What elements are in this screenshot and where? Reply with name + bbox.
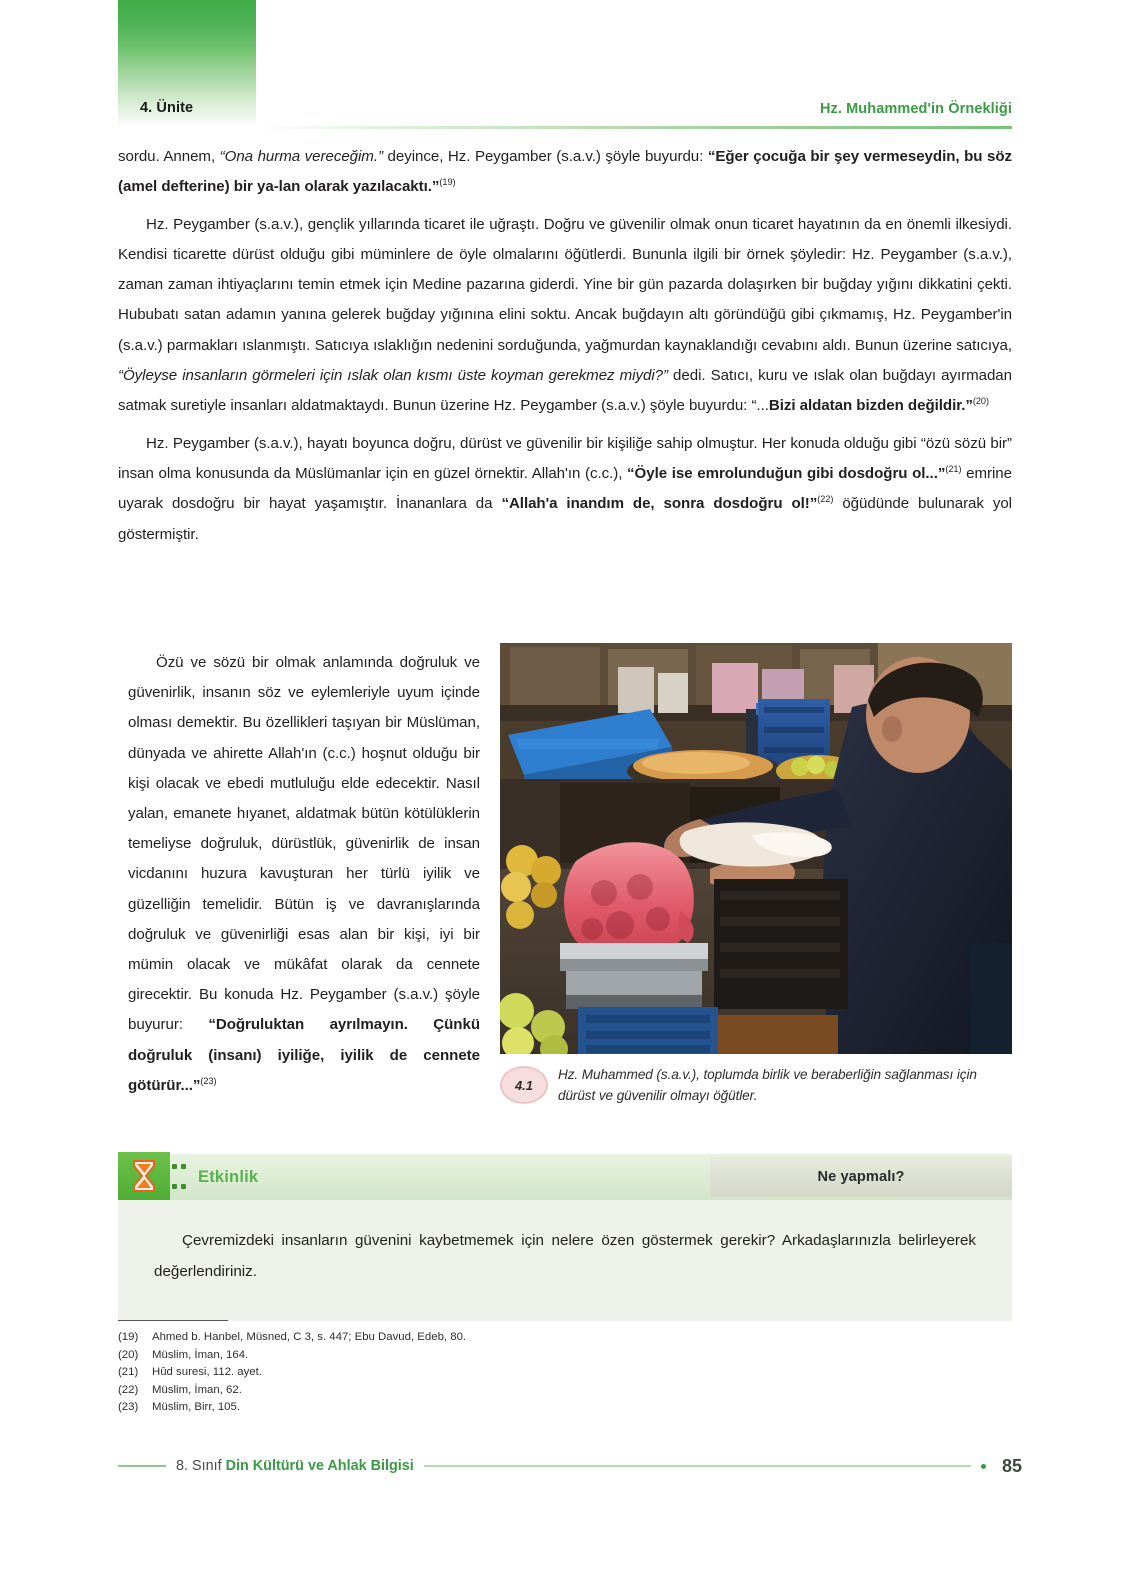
footnote-item (118, 1364, 678, 1382)
p3-bold-quote-2: “Allah'a inandım de, sonra dosdoğru ol!” (501, 495, 818, 513)
hourglass-icon (118, 1152, 170, 1200)
footer-grade: 8. Sınıf (176, 1458, 226, 1474)
running-head: Hz. Muhammed'in Örnekliği (819, 101, 1012, 117)
side-paragraph (128, 648, 480, 1101)
footnote-text: Müslim, İman, 62. (152, 1383, 242, 1396)
activity-body (118, 1200, 1012, 1321)
figure-caption: Hz. Muhammed (s.a.v.), toplumda birlik ve beraberliğin sağlanması için dürüst ve güvenilir olmayı öğütler. (558, 1067, 977, 1103)
side-bold-quote: “Doğruluktan ayrılmayın. Çünkü doğruluk (insanı) iyiliğe, iyilik de cennete götürür...” (128, 1016, 480, 1094)
footer-dot (981, 1464, 986, 1469)
activity-header-bar (118, 1154, 1012, 1200)
market-vendor-photo (500, 643, 1012, 1054)
figure-block (500, 643, 1012, 1106)
footnote-text: Ahmed b. Hanbel, Müsned, C 3, s. 447; Ebu Davud, Edeb, 80. (152, 1331, 467, 1343)
footnote-ref-21: (21) (945, 463, 962, 474)
figure-caption-row (500, 1064, 1012, 1106)
footnote-ref-23: (23) (200, 1075, 217, 1086)
p2-bold-quote: Bizi aldatan bizden değildir.” (768, 397, 973, 415)
p3-pre: Hz. Peygamber (s.a.v.), hayatı boyunca doğru, dürüst ve güvenilir bir kişiliğe sahip olmuştur. Her konuda olduğu gibi “özü sözü bir” insan olma konusunda da Müslümanlar için en güzel örnektir. Allah'ın (c.c.), (118, 434, 1012, 482)
paragraph-3 (118, 429, 1012, 550)
what-to-do-button[interactable]: Ne yapmalı? (710, 1157, 1012, 1197)
footnote-ref-22: (22) (817, 494, 834, 505)
figure-number-badge: 4.1 (500, 1066, 548, 1104)
activity-box (118, 1154, 1012, 1321)
footnote-item (118, 1347, 678, 1365)
page-number: 85 (1001, 1455, 1022, 1476)
footnote-text: Müslim, Birr, 105. (152, 1401, 240, 1414)
footnote-item (118, 1399, 678, 1417)
side-pre: Özü ve sözü bir olmak anlamında doğruluk ve güvenirlik, insanın söz ve eylemleriyle uyum içinde olması demektir. Bu özellikleri taşıyan bir Müslüman, dünyada ve ahirette Allah'ın (c.c.) hoşnut olduğu bir kişi olacak ve ebedi mutluluğu elde edecektir. Nasıl yalan, emanete hıyanet, aldatmak bütün kötülüklerin temeliyse doğruluk, dürüstlük, güvenirlik de insan vicdanını huzura kavuşturan her türlü iyilik ve güzelliğin temelidir. Bütün iş ve davranışlarında doğruluk ve güvenirliği esas alan bir kişi, iyi bir mümin olacak ve mükâfat olarak da cennete girecektir. Bu konuda Hz. Peygamber (s.a.v.) şöyle buyurur: (128, 654, 480, 1034)
footnote-number: (21) (118, 1366, 139, 1379)
p3-bold-quote-1: “Öyle ise emrolunduğun gibi dosdoğru ol...” (627, 464, 946, 482)
p2-text: Hz. Peygamber (s.a.v.), gençlik yıllarında ticaret ile uğraştı. Doğru ve güvenilir olmak onun ticaret hayatının da en önemli ilkesiydi. Kendisi ticarette dürüst olduğu gibi müminlere de öyle olmalarını öğütlerdi. Bununla ilgili bir örnek şöyledir: Hz. Peygamber (s.a.v.), zaman zaman ihtiyaçlarını temin etmek için Medine pazarına giderdi. Yine bir gün pazarda dolaşırken bir buğday yığını dikkatini çekti. Hububatı satan adamın yanına gelerek buğday yığınına elini soktu. Ancak buğdayın altı göründüğü gibi çıkmamış, Hz. Peygamber'in (s.a.v.) parmakları ıslanmıştı. Satıcıya ıslaklığın nedenini sorduğunda, yağmurdan kaynaklandığı cevabını aldı. Bunun üzerine satıcıya, (118, 215, 1012, 354)
p2-mid: dedi. Satıcı, kuru ve ıslak olan buğdayı ayırmadan satmak suretiyle insanları aldatmaktaydı. Bunun üzerine Hz. Peygamber (s.a.v.) şöyle buyurdu: (118, 367, 1012, 415)
activity-question: Çevremizdeki insanların güvenini kaybetmemek için nelere özen göstermek gerekir? Arkadaşlarınızla belirleyerek değerlendiriniz. (154, 1232, 976, 1280)
footnote-list (118, 1320, 678, 1417)
footnote-ref-19: (19) (439, 177, 456, 188)
p1-mid: deyince, Hz. Peygamber (s.a.v.) şöyle buyurdu: (382, 148, 708, 165)
p3-post: öğüdünde bulunarak yol göstermiştir. (118, 495, 1012, 543)
footnote-divider (118, 1320, 228, 1321)
footer-title (176, 1458, 414, 1474)
footnote-item (118, 1329, 678, 1347)
perforation-marks (172, 1156, 186, 1198)
footer-rule-right (424, 1465, 971, 1467)
page-footer (118, 1456, 1022, 1476)
footnote-item (118, 1382, 678, 1400)
unit-label: 4. Ünite (140, 100, 194, 116)
footnote-number: (22) (118, 1383, 139, 1396)
footnote-text: Müslim, İman, 164. (152, 1348, 249, 1361)
side-column-text (128, 648, 480, 1101)
p1-italic-quote: “Ona hurma vereceğim.” (219, 148, 383, 165)
footer-subject: Din Kültürü ve Ahlak Bilgisi (225, 1458, 414, 1474)
activity-title: Etkinlik (198, 1167, 259, 1186)
footnote-ref-20: (20) (972, 396, 989, 407)
footnote-number: (19) (118, 1331, 139, 1343)
p2-italic-quote: “Öyleyse insanların görmeleri için ıslak olan kısmı üste koyman gerekmez miydi?” (118, 367, 668, 385)
p3-mid: emrine uyarak dosdoğru bir hayat yaşamıştır. İnananlara da (118, 464, 1012, 513)
footer-rule-left (118, 1465, 166, 1467)
main-content (118, 142, 1012, 550)
footnote-text: Hûd suresi, 112. ayet. (152, 1366, 262, 1379)
header-rule (256, 126, 1012, 129)
paragraph-2 (118, 210, 1012, 422)
p1-bold-quote: “Eğer çocuğa bir şey vermeseydin, bu söz (amel defterine) bir ya-lan olarak yazılacaktı.” (118, 148, 1012, 196)
paragraph-1 (118, 142, 1012, 203)
p2-quote-open: “... (751, 397, 769, 415)
footnote-number: (20) (118, 1348, 139, 1361)
footnote-number: (23) (118, 1401, 139, 1414)
p1-pre: sordu. Annem, (118, 148, 220, 165)
